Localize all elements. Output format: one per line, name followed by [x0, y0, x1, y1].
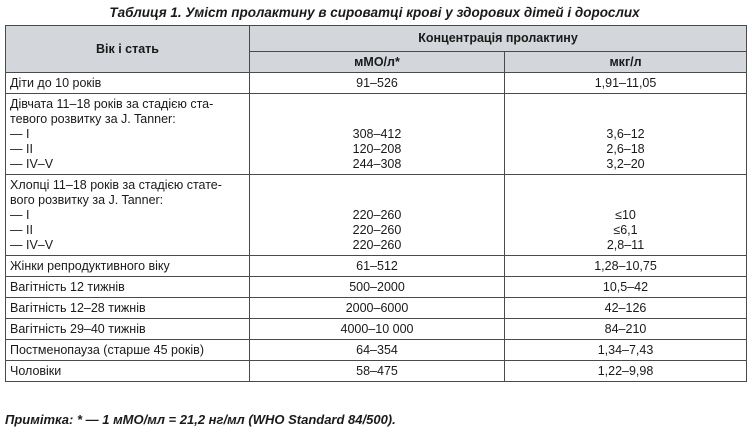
value-mmo: 4000–10 000	[250, 319, 505, 340]
value-mcg: 1,22–9,98	[505, 361, 747, 382]
label-line: — II	[10, 142, 33, 156]
prolactin-table	[5, 25, 747, 382]
row-label: Постменопауза (старше 45 років)	[6, 340, 250, 361]
label-line: — I	[10, 127, 30, 141]
table-row	[6, 94, 747, 175]
label-line: вого розвитку за J. Tanner:	[10, 193, 164, 207]
table-row	[6, 175, 747, 256]
stage-value: 3,2–20	[606, 157, 645, 171]
table-footnote: Примітка: * — 1 мМО/мл = 21,2 нг/мл (WHO Standard 84/500).	[5, 412, 396, 427]
table-row	[6, 73, 747, 94]
stage-value: 120–208	[352, 142, 402, 156]
row-label: Вагітність 12–28 тижнів	[6, 298, 250, 319]
value-mmo: 64–354	[250, 340, 505, 361]
value-mmo: 2000–6000	[250, 298, 505, 319]
value-mmo	[250, 94, 505, 175]
table-row	[6, 319, 747, 340]
value-mmo: 61–512	[250, 256, 505, 277]
stage-value: ≤6,1	[613, 223, 638, 237]
value-mcg: 42–126	[505, 298, 747, 319]
header-concentration: Концентрація пролактину	[250, 26, 747, 52]
stage-value: 220–260	[352, 238, 402, 252]
stage-value: 2,8–11	[606, 238, 645, 252]
stage-value: 308–412	[352, 127, 402, 141]
row-label: Чоловіки	[6, 361, 250, 382]
label-line: — II	[10, 223, 33, 237]
value-mcg	[505, 175, 747, 256]
label-line: — I	[10, 208, 30, 222]
value-mcg: 1,34–7,43	[505, 340, 747, 361]
stage-value: 2,6–18	[606, 142, 645, 156]
row-label: Вагітність 12 тижнів	[6, 277, 250, 298]
table-row	[6, 256, 747, 277]
label-line: Дівчата 11–18 років за стадією ста-	[10, 97, 214, 111]
header-unit-mmo: мМО/л*	[250, 52, 505, 73]
row-label: Вагітність 29–40 тижнів	[6, 319, 250, 340]
value-mmo	[250, 175, 505, 256]
row-label: Діти до 10 років	[6, 73, 250, 94]
table-row	[6, 277, 747, 298]
row-label: Жінки репродуктивного віку	[6, 256, 250, 277]
value-mmo: 58–475	[250, 361, 505, 382]
value-mcg: 84–210	[505, 319, 747, 340]
table-row	[6, 361, 747, 382]
row-label	[6, 175, 250, 256]
header-age-sex: Вік і стать	[6, 26, 250, 73]
stage-value: 244–308	[352, 157, 402, 171]
label-line: — IV–V	[10, 238, 54, 252]
value-mcg: 1,28–10,75	[505, 256, 747, 277]
stage-value: 3,6–12	[606, 127, 645, 141]
table-row	[6, 340, 747, 361]
label-line: Хлопці 11–18 років за стадією стате-	[10, 178, 222, 192]
table-row	[6, 298, 747, 319]
stage-value: 220–260	[352, 223, 402, 237]
stage-value: ≤10	[615, 208, 636, 222]
value-mmo: 500–2000	[250, 277, 505, 298]
value-mcg: 10,5–42	[505, 277, 747, 298]
label-line: — IV–V	[10, 157, 54, 171]
value-mcg: 1,91–11,05	[505, 73, 747, 94]
row-label	[6, 94, 250, 175]
header-unit-mcg: мкг/л	[505, 52, 747, 73]
value-mmo: 91–526	[250, 73, 505, 94]
table-caption: Таблиця 1. Уміст пролактину в сироватці крові у здорових дітей і дорослих	[109, 5, 640, 20]
label-line: тевого розвитку за J. Tanner:	[10, 112, 176, 126]
stage-value: 220–260	[352, 208, 402, 222]
value-mcg	[505, 94, 747, 175]
